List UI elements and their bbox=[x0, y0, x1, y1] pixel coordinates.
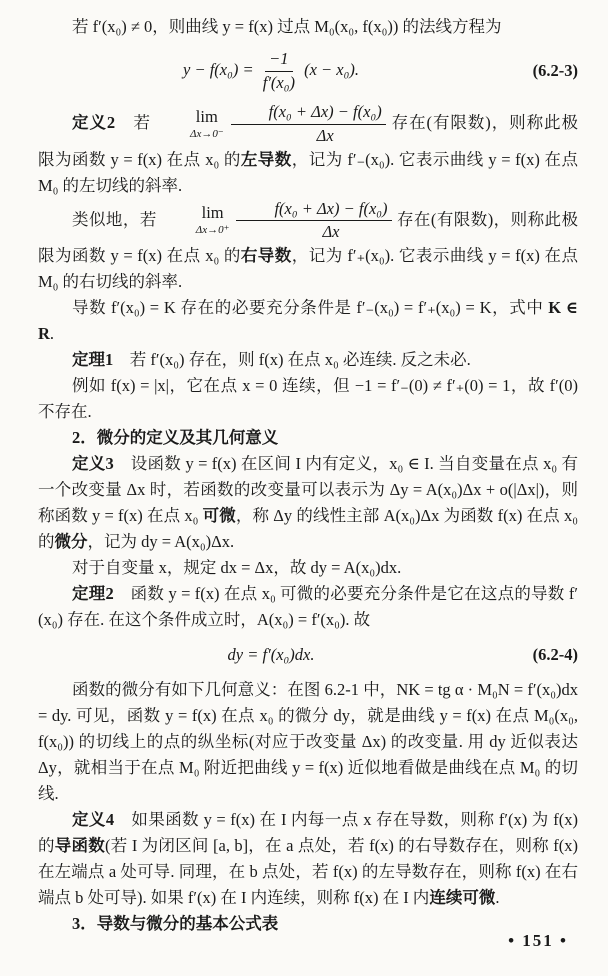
text-segment: (若 I 为闭区间 [a, b]，在 a 点处，若 f(x) 的右导数存在，则称 f(x) 在左端点 a 处可导. 同理，在 b 点处，若 f(x) 的左导数存在，则称 f(x) 在右端点 b 处可导). 如果 f′(x) 在 I 内连续，则称 f(x) 在 I 内 bbox=[38, 835, 579, 907]
limit-operator bbox=[156, 109, 224, 140]
text-segment: 函数的微分有如下几何意义：在图 6.2-1 中，NK = tg α · M₀N = f′(x₀)dx = dy. 可见，函数 y = f(x) 在点 x₀ 的微分 dy，就是曲线 y = f(x) 在点 M₀(x₀, f(x₀)) 的切线上的点的纵坐标(对应于改变量 Δx) 的改变量. 用 dy 近似表达 Δy，就相当于在点 M₀ 附近把曲线 y = f(x) 近似地看做是曲线在点 M₀ 的切线. bbox=[38, 679, 578, 803]
paragraph-text bbox=[38, 680, 578, 803]
text-segment: 函数 y = f(x) 在点 x₀ 可微的必要充分条件是它在这点的导数 f′(x₀) 存在. 在这个条件成立时，A(x₀) = f′(x₀). 故 bbox=[38, 583, 578, 629]
display-equation-6-2-4 bbox=[38, 642, 578, 668]
normal-line-intro-paragraph bbox=[38, 14, 578, 40]
paragraph-text bbox=[38, 810, 578, 907]
text-segment: 定义2 bbox=[72, 113, 116, 133]
fraction-numerator: f(x₀ + Δx) − f(x₀) bbox=[236, 199, 391, 222]
text-segment: K ∈ R bbox=[38, 297, 578, 343]
text-segment: 如果函数 y = f(x) 在 I 内每一点 x 存在导数，则称 f′(x) 为 f(x) 的 bbox=[38, 809, 578, 855]
fraction-numerator: f(x₀ + Δx) − f(x₀) bbox=[231, 102, 386, 125]
example-abs-paragraph bbox=[38, 373, 578, 425]
paragraph-text bbox=[38, 454, 578, 551]
theorem-2-paragraph bbox=[38, 581, 578, 633]
heading-text bbox=[72, 428, 278, 447]
dx-convention-paragraph bbox=[38, 555, 578, 581]
fraction-denominator: Δx bbox=[322, 222, 340, 242]
section-2-heading bbox=[38, 425, 578, 451]
definition-2-paragraph bbox=[38, 102, 578, 198]
page-number: • 151 • bbox=[508, 931, 568, 950]
equation-body: dy = f′(x₀)dx. bbox=[227, 644, 315, 664]
text-segment: ，记为 dy = A(x₀)Δx. bbox=[87, 531, 235, 551]
limit-expression bbox=[156, 102, 386, 146]
text-segment: 3．导数与微分的基本公式表 bbox=[72, 913, 279, 933]
limit-word: lim bbox=[195, 107, 218, 127]
equation-lhs: y − f(x₀) = bbox=[183, 59, 254, 79]
text-segment: 类似地，若 bbox=[72, 209, 157, 229]
fraction bbox=[263, 49, 295, 93]
text-segment: 导函数 bbox=[54, 835, 105, 855]
text-segment: 定义3 bbox=[72, 453, 114, 473]
text-segment: 若 f′(x₀) 存在，则 f(x) 在点 x₀ 必连续. 反之未必. bbox=[113, 349, 471, 369]
text-segment: ，记为 f′₊(x₀). 它表示曲线 y = f(x) 在点 M₀ 的右切线的斜率. bbox=[38, 245, 578, 291]
text-segment: 对于自变量 x，规定 dx = Δx，故 dy = A(x₀)dx. bbox=[72, 557, 402, 577]
fraction-denominator: Δx bbox=[316, 125, 334, 145]
equation-rhs: (x − x₀). bbox=[304, 59, 359, 79]
fraction-denominator: f′(x₀) bbox=[262, 72, 295, 92]
definition-4-paragraph bbox=[38, 807, 578, 911]
text-segment: 连续可微 bbox=[429, 887, 496, 907]
paragraph-text bbox=[38, 584, 578, 629]
equation-body bbox=[38, 49, 504, 93]
limit-word: lim bbox=[201, 203, 224, 223]
text-segment: 存在(有限数)，则称此极限为函数 y = f(x) 在点 x₀ 的 bbox=[38, 113, 579, 169]
equation-tag: (6.2-3) bbox=[532, 61, 578, 81]
limit-expression bbox=[162, 199, 392, 243]
text-segment: 定理1 bbox=[72, 349, 114, 369]
paragraph-text bbox=[72, 350, 471, 369]
fraction bbox=[236, 199, 391, 243]
text-segment: 存在(有限数)，则称此极限为函数 y = f(x) 在点 x₀ 的 bbox=[38, 209, 578, 265]
paragraph-text bbox=[72, 17, 501, 36]
text-segment: 若 f′(x₀) ≠ 0，则曲线 y = f(x) 过点 M₀(x₀, f(x₀)) 的法线方程为 bbox=[72, 17, 502, 36]
paragraph-text bbox=[72, 558, 401, 577]
limit-subscript: Δx→0⁻ bbox=[189, 127, 224, 140]
heading-text bbox=[72, 914, 278, 933]
display-equation-6-2-3 bbox=[38, 49, 578, 93]
text-segment: 定理2 bbox=[72, 583, 114, 603]
text-segment: 2．微分的定义及其几何意义 bbox=[72, 427, 279, 447]
paragraph-text bbox=[72, 209, 157, 228]
limit-operator bbox=[162, 205, 230, 236]
derivative-condition-paragraph bbox=[38, 295, 578, 347]
text-segment: 右导数 bbox=[240, 245, 292, 265]
geometric-meaning-paragraph bbox=[38, 677, 578, 807]
text-segment: 若 bbox=[115, 113, 151, 133]
fraction-numerator: −1 bbox=[265, 49, 292, 72]
right-derivative-paragraph bbox=[38, 199, 578, 295]
text-segment: ，记为 f′₋(x₀). 它表示曲线 y = f(x) 在点 M₀ 的左切线的斜率. bbox=[38, 149, 578, 195]
section-3-heading bbox=[38, 911, 578, 937]
equation-tag: (6.2-4) bbox=[532, 644, 578, 664]
paragraph-text bbox=[72, 113, 151, 132]
text-segment: . bbox=[49, 323, 55, 343]
definition-3-paragraph bbox=[38, 451, 578, 555]
text-segment: 例如 f(x) = |x|，它在点 x = 0 连续，但 −1 = f′₋(0) ≠ f′₊(0) = 1，故 f′(0) 不存在. bbox=[38, 375, 578, 421]
fraction bbox=[231, 102, 386, 146]
limit-subscript: Δx→0⁺ bbox=[195, 223, 230, 236]
text-segment: 定义4 bbox=[72, 809, 115, 829]
theorem-1-paragraph bbox=[38, 347, 578, 373]
text-segment: 左导数 bbox=[240, 149, 292, 169]
text-segment: 微分 bbox=[54, 531, 88, 551]
paragraph-text bbox=[38, 376, 578, 421]
paragraph-text bbox=[38, 298, 578, 343]
text-segment: . bbox=[495, 887, 500, 907]
text-segment: ，称 Δy 的线性主部 A(x₀)Δx 为函数 f(x) 在点 x₀ 的 bbox=[38, 505, 579, 551]
text-segment: 可微 bbox=[202, 505, 236, 525]
text-segment: 导数 f′(x₀) = K 存在的必要充分条件是 f′₋(x₀) = f′₊(x₀) = K，式中 bbox=[72, 297, 549, 317]
text-segment: 设函数 y = f(x) 在区间 I 内有定义，x₀ ∈ I. 当自变量在点 x₀ 有一个改变量 Δx 时，若函数的改变量可以表示为 Δy = A(x₀)Δx + o(|Δx|)，则称函数 y = f(x) 在点 x₀ bbox=[38, 453, 578, 525]
